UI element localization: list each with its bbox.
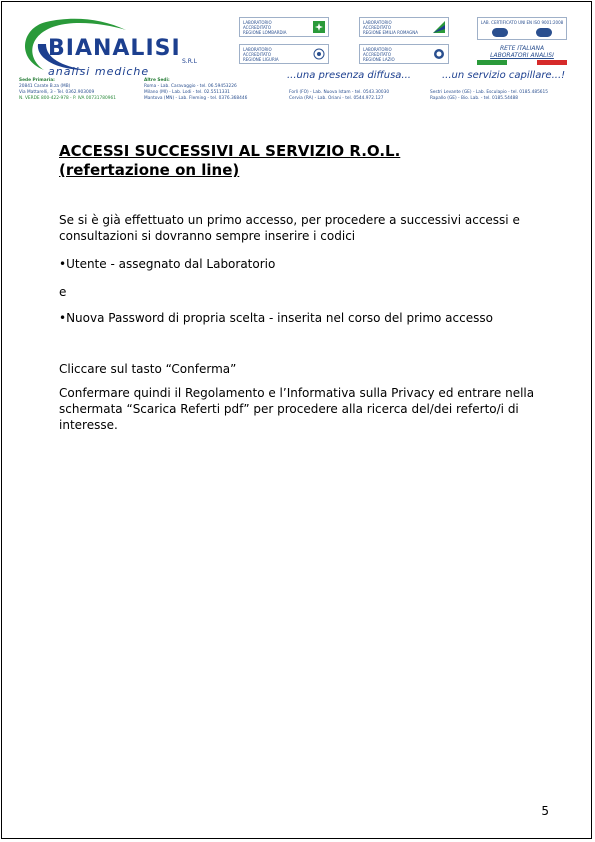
emilia-romagna-icon — [433, 21, 445, 33]
logo-subtitle: analisi mediche — [48, 65, 150, 78]
bullet-utente: •Utente - assegnato dal Laboratorio — [59, 257, 276, 271]
logo-name: BIANALISI — [48, 36, 181, 61]
tagline-service: ...un servizio capillare...! — [442, 70, 566, 81]
page-number: 5 — [541, 804, 549, 818]
logo-suffix: S.R.L — [182, 58, 197, 65]
accreditation-lazio: LABORATORIO ACCREDITATO REGIONE LAZIO — [359, 44, 449, 64]
intro-paragraph: Se si è già effettuato un primo accesso, per procedere a successivi accessi e consultazioni si dovranno sempre inserire i codici — [59, 213, 520, 243]
flag-white — [507, 60, 537, 65]
tagline-presence: ...una presenza diffusa... — [287, 70, 411, 81]
page-title: ACCESSI SUCCESSIVI AL SERVIZIO R.O.L. (refertazione on line) — [59, 142, 401, 179]
click-instruction: Cliccare sul tasto “Conferma” — [59, 362, 237, 376]
bianalisi-logo — [16, 14, 196, 76]
bullet-icon: • — [59, 311, 67, 325]
accreditation-lombardia: LABORATORIO ACCREDITATO REGIONE LOMBARDIA — [239, 17, 329, 37]
sedi-column-3: Forlì (FO) - Lab. Nuova Istam - tel. 0543.30030 Cervia (RA) - Lab. Oriani - tel. 0544.972.127 — [289, 90, 390, 101]
italian-flag-bar — [477, 60, 567, 65]
sede-primaria: Sede Primaria: 20841 Carate B.za (MB) Via Mattarelli, 3 - Tel. 0362.903009 N. VERDE 800-422-978 - P. IVA 00731780961 — [19, 78, 116, 101]
conjunction-text: e — [59, 285, 67, 299]
rete-italiana-label: RETE ITALIANA LABORATORI ANALISI — [490, 45, 554, 59]
header-addresses — [2, 75, 593, 115]
flag-green — [477, 60, 507, 65]
lombardia-rose-icon — [313, 21, 325, 33]
bullet-icon: • — [59, 257, 67, 271]
liguria-seal-icon — [313, 48, 325, 60]
certification-logo-icon — [492, 28, 508, 37]
iso-certification-badge: LAB. CERTIFICATO UNI EN ISO 9001:2008 — [477, 17, 567, 40]
lazio-seal-icon — [433, 48, 445, 60]
accreditation-emilia-romagna: LABORATORIO ACCREDITATO REGIONE EMILIA ROMAGNA — [359, 17, 449, 37]
accreditation-liguria: LABORATORIO ACCREDITATO REGIONE LIGURIA — [239, 44, 329, 64]
document-page — [1, 1, 592, 839]
altre-sedi: Altre Sedi: Roma - Lab. Caravaggio - tel. 06.59453226 Milano (MI) - Lab. Lodi - tel. 02.5511331 Mantova (MN) - Lab. Fleming - tel. 0376.368446 — [144, 78, 248, 101]
sedi-column-4: Sestri Levante (GE) - Lab. Esculapio - tel. 0185.485615 Rapallo (GE) - Bio. Lab. - tel. 0185.54488 — [430, 90, 548, 101]
flag-red — [537, 60, 567, 65]
certification-logo-icon — [536, 28, 552, 37]
confirm-paragraph: Confermare quindi il Regolamento e l’Informativa sulla Privacy ed entrare nella schermata “Scarica Referti pdf” per procedere alla ricerca del/dei referto/i di interesse. — [59, 386, 535, 432]
bullet-password: •Nuova Password di propria scelta - inserita nel corso del primo accesso — [59, 311, 493, 325]
